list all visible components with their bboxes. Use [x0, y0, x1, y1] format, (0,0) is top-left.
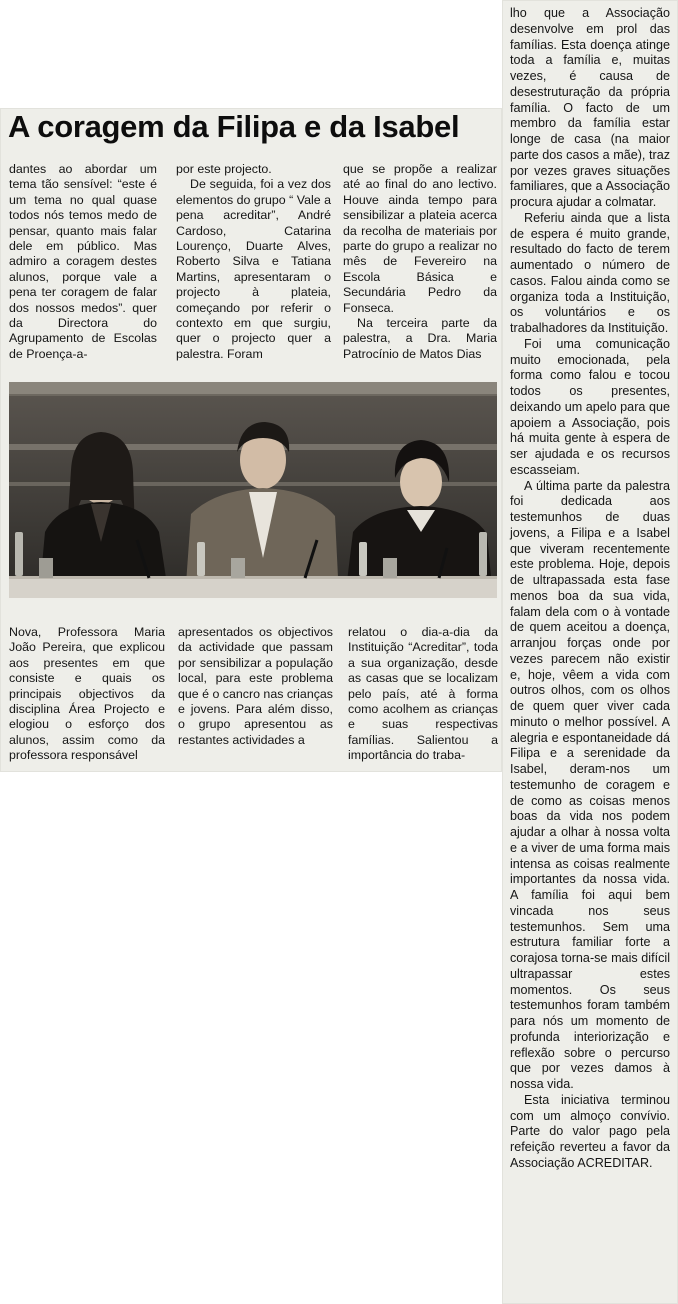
paragraph: A última parte da palestra foi dedicada aos testemunhos de duas jovens, a Filipa e a Isabel que viveram recentemente este problema. Hoje, depois de ultrapassada esta fase menos boa da sua vida, falam dela com o à vontade de quem aceitou a doença, arranjou forças onde por vezes parecem não existir e, hoje, vêem a vida com outros olhos, com os olhos de quem quer viver cada minuto o melhor possível. A alegria e espontaneidade dá Filipa e a serenidade da Isabel, deram-nos um testemunho de coragem e de como as coisas menos boas da vida nos podem ajudar a olhar à nossa volta e a viver de uma forma mais intensa as coisas realmente importantes da nossa vida. A família foi aqui bem vincada nos seus testemunhos. Sem uma estrutura familiar forte a corajosa torna-se mais difícil ultrapassar estes momentos. Os seus testemunhos foram também para nós um momento de profunda interiorização e reflexão sobre o percurso que por vezes damos à nossa vida. [510, 478, 670, 1091]
article-column-1-bottom [9, 625, 165, 764]
paragraph: Nova, Professora Maria João Pereira, que explicou aos presentes em que consiste e quais os principais objectivos da disciplina Área Projecto e elogiou o esforço dos alunos, assim como da professora responsável [9, 625, 165, 763]
paragraph: lho que a Associação desenvolve em prol das famílias. Esta doença atinge toda a família e, muitas vezes, é causa de desestruturação da própria família. O facto de um membro da família estar longe de casa (na maior parte dos casos a mãe), traz por vezes graves situações familiares, que a Associação procura ajudar a colmatar. [510, 6, 670, 209]
paragraph: Foi uma comunicação muito emocionada, pela forma como falou e tocou todos os presentes, deixando um apelo para que apoiem a Associação, pois há muita gente à espera de ser ajudada e os recursos escasseiam. [510, 336, 670, 477]
paragraph: De seguida, foi a vez dos elementos do grupo “ Vale a pena acreditar”, André Cardoso, Catarina Lourenço, Duarte Alves, Roberto Silva e Tatiana Martins, apresentaram o projecto à plateia, começando por referir o contexto em que surgiu, quer o projecto quer a palestra. Foram [176, 177, 331, 361]
paragraph: por este projecto. [176, 162, 272, 176]
article-column-1-top [9, 162, 157, 362]
paragraph: dantes ao abordar um tema tão sensível: “este é um tema no qual quase todos nós temos medo de pensar, quanto mais falar dele em público. Mas admiro a coragem destes alunos, porque vale a pena ter coragem de falar dos nossos medos”. quer da Directora do Agrupamento de Escolas de Proença-a- [9, 162, 157, 361]
paragraph: relatou o dia-a-dia da Instituição “Acreditar”, toda a sua organização, desde as casas que se localizam pelo país, até à forma como acolhem as crianças e suas respectivas famílias. Salientou a importância do traba- [348, 625, 498, 763]
article-side-column [510, 6, 670, 1172]
article-column-2-top [176, 162, 331, 362]
article-column-3-bottom [348, 625, 498, 764]
article-headline: A coragem da Filipa e da Isabel [8, 109, 460, 144]
article-column-3-top [343, 162, 497, 362]
paragraph: que se propõe a realizar até ao final do ano lectivo. Houve ainda tempo para sensibilizar a plateia acerca da recolha de materiais por parte do grupo a realizar no mês de Fevereiro na Escola Básica e Secundária Pedro da Fonseca. [343, 162, 497, 315]
paragraph: Esta iniciativa terminou com um almoço convívio. Parte do valor pago pela refeição reverteu a favor da Associação ACREDITAR. [510, 1092, 670, 1170]
paragraph: Referiu ainda que a lista de espera é muito grande, resultado do facto de terem aumentado o número de casos. Falou ainda como se organiza toda a Instituição, os voluntários e os trabalhadores da Instituição. [510, 210, 670, 335]
paragraph: Na terceira parte da palestra, a Dra. Maria Patrocínio de Matos Dias [343, 316, 497, 361]
article-column-2-bottom [178, 625, 333, 748]
paragraph: apresentados os objectivos da actividade que passam por sensibilizar a população local, para este problema que é o cancro nas crianças e jovens. Para além disso, o grupo apresentou as restantes actividades a [178, 625, 333, 747]
article-photo [9, 382, 497, 598]
